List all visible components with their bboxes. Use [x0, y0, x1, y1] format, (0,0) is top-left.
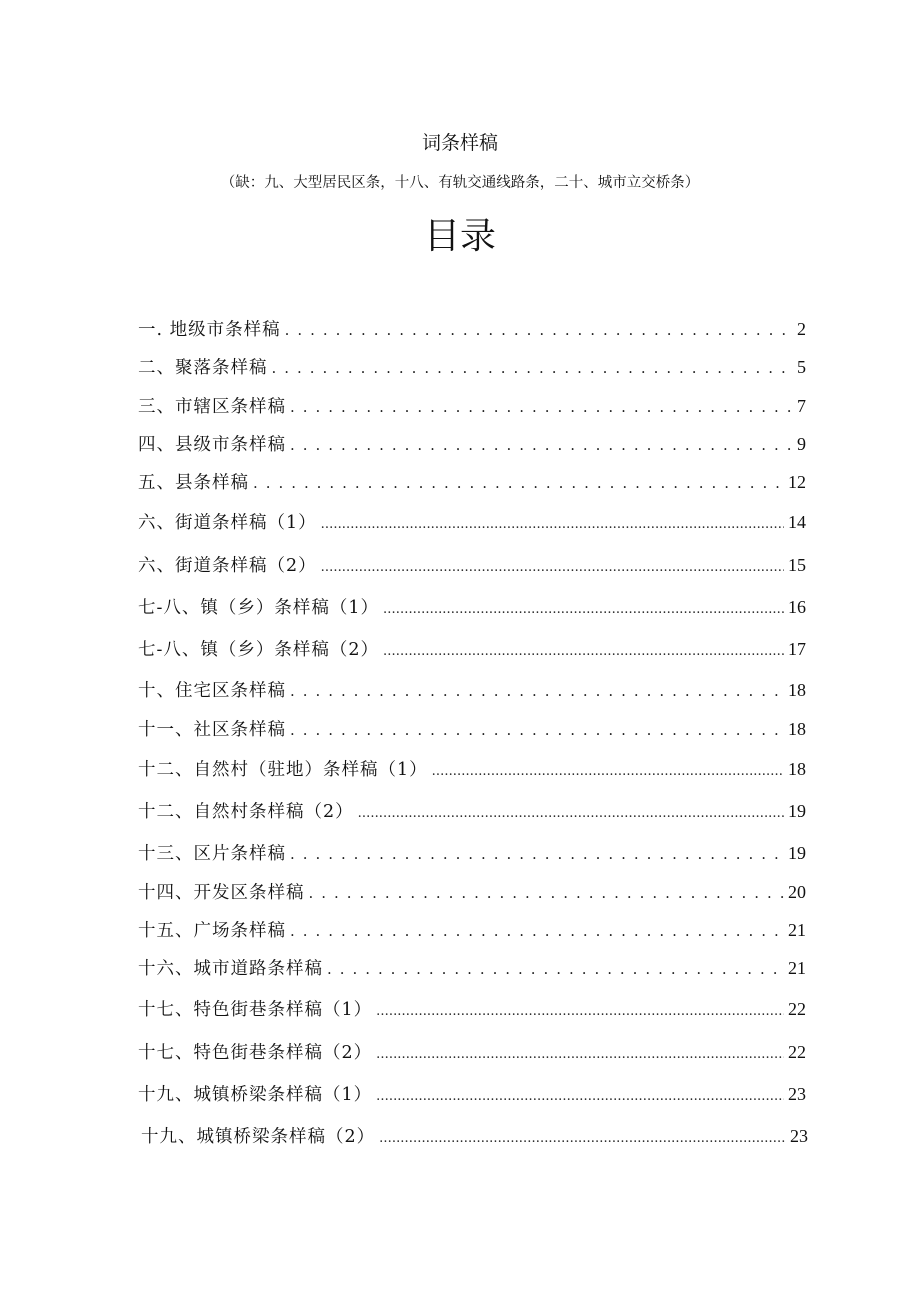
- toc-dot-leader: [358, 802, 784, 822]
- document-subtitle: （缺：九、大型居民区条，十八、有轨交通线路条，二十、城市立交桥条）: [220, 175, 700, 191]
- toc-dot-leader: [379, 1127, 786, 1147]
- toc-entry-page: 23: [790, 1126, 808, 1146]
- toc-entry-page: 17: [788, 639, 806, 659]
- toc-entry-label: 七-八、镇（乡）条样稿（2）: [138, 640, 380, 660]
- toc-entry[interactable]: [138, 509, 806, 535]
- toc-entry-page: 23: [788, 1084, 806, 1104]
- toc-entry-label: 十九、城镇桥梁条样稿（1）: [138, 1085, 373, 1105]
- toc-entry[interactable]: [138, 917, 806, 943]
- toc-entry-label: 七-八、镇（乡）条样稿（1）: [138, 598, 380, 618]
- toc-dot-leader: [290, 720, 784, 740]
- toc-entry-page: 18: [788, 680, 806, 700]
- toc-heading: 目录: [423, 216, 496, 257]
- toc-entry[interactable]: [138, 594, 806, 620]
- toc-entry[interactable]: [138, 636, 806, 662]
- toc-entry[interactable]: [138, 1081, 806, 1107]
- toc-entry-label: 十九、城镇桥梁条样稿（2）: [141, 1127, 376, 1147]
- toc-dot-leader: [290, 435, 793, 455]
- toc-entry-page: 14: [788, 512, 806, 532]
- toc-dot-leader: [321, 513, 784, 533]
- toc-entry-label: 十、住宅区条样稿: [138, 681, 286, 701]
- toc-entry-label: 二、聚落条样稿: [138, 358, 268, 378]
- toc-entry[interactable]: [138, 996, 806, 1022]
- toc-entry[interactable]: [138, 955, 806, 981]
- toc-entry-label: 三、市辖区条样稿: [138, 397, 286, 417]
- toc-entry-label: 一. 地级市条样稿: [138, 320, 281, 340]
- toc-entry-page: 19: [788, 801, 806, 821]
- toc-entry-page: 20: [788, 882, 806, 902]
- toc-entry[interactable]: [138, 316, 806, 342]
- toc-dot-leader: [376, 1000, 784, 1020]
- toc-dot-leader: [383, 640, 784, 660]
- toc-dot-leader: [376, 1085, 784, 1105]
- toc-entry-label: 六、街道条样稿（2）: [138, 556, 317, 576]
- toc-entry[interactable]: [138, 393, 806, 419]
- toc-entry[interactable]: [138, 840, 806, 866]
- toc-entry-label: 十三、区片条样稿: [138, 844, 286, 864]
- toc-entry-page: 18: [788, 719, 806, 739]
- toc-entry-page: 2: [797, 319, 806, 339]
- toc-dot-leader: [290, 921, 784, 941]
- toc-entry-label: 六、街道条样稿（1）: [138, 513, 317, 533]
- toc-entry[interactable]: [138, 469, 806, 495]
- toc-dot-leader: [290, 681, 784, 701]
- toc-dot-leader: [309, 883, 785, 903]
- toc-entry-page: 5: [797, 357, 806, 377]
- toc-dot-leader: [383, 598, 784, 618]
- toc-entry-page: 22: [788, 999, 806, 1019]
- toc-entry-label: 十二、自然村（驻地）条样稿（1）: [138, 760, 428, 780]
- toc-entry-page: 9: [797, 434, 806, 454]
- toc-entry-page: 7: [797, 396, 806, 416]
- toc-entry-page: 15: [788, 555, 806, 575]
- toc-entry[interactable]: [138, 798, 806, 824]
- toc-entry-label: 十五、广场条样稿: [138, 921, 286, 941]
- toc-dot-leader: [290, 397, 793, 417]
- toc-dot-leader: [432, 760, 784, 780]
- toc-entry-label: 四、县级市条样稿: [138, 435, 286, 455]
- toc-entry-label: 十一、社区条样稿: [138, 720, 286, 740]
- toc-entry-label: 十二、自然村条样稿（2）: [138, 802, 354, 822]
- toc-dot-leader: [321, 556, 784, 576]
- toc-entry-label: 十七、特色街巷条样稿（1）: [138, 1000, 373, 1020]
- toc-dot-leader: [327, 959, 784, 979]
- toc-dot-leader: [376, 1043, 784, 1063]
- toc-entry-label: 十六、城市道路条样稿: [138, 959, 323, 979]
- toc-dot-leader: [272, 358, 794, 378]
- toc-entry[interactable]: [138, 1039, 806, 1065]
- toc-entry-page: 21: [788, 920, 806, 940]
- toc-entry[interactable]: [138, 756, 806, 782]
- toc-entry-page: 22: [788, 1042, 806, 1062]
- toc-entry[interactable]: [138, 716, 806, 742]
- toc-dot-leader: [285, 320, 793, 340]
- toc-entry[interactable]: [138, 354, 806, 380]
- toc-entry[interactable]: [138, 879, 806, 905]
- toc-entry[interactable]: [138, 431, 806, 457]
- toc-entry-label: 十四、开发区条样稿: [138, 883, 305, 903]
- toc-entry[interactable]: [138, 677, 806, 703]
- document-title: 词条样稿: [421, 132, 498, 154]
- toc-entry-page: 21: [788, 958, 806, 978]
- toc-entry-page: 18: [788, 759, 806, 779]
- toc-entry[interactable]: [141, 1123, 808, 1149]
- toc-entry-page: 19: [788, 843, 806, 863]
- toc-entry-label: 十七、特色街巷条样稿（2）: [138, 1043, 373, 1063]
- toc-entry[interactable]: [138, 552, 806, 578]
- toc-entry-page: 12: [788, 472, 806, 492]
- toc-dot-leader: [290, 844, 784, 864]
- toc-dot-leader: [253, 473, 784, 493]
- toc-entry-page: 16: [788, 597, 806, 617]
- toc-entry-label: 五、县条样稿: [138, 473, 249, 493]
